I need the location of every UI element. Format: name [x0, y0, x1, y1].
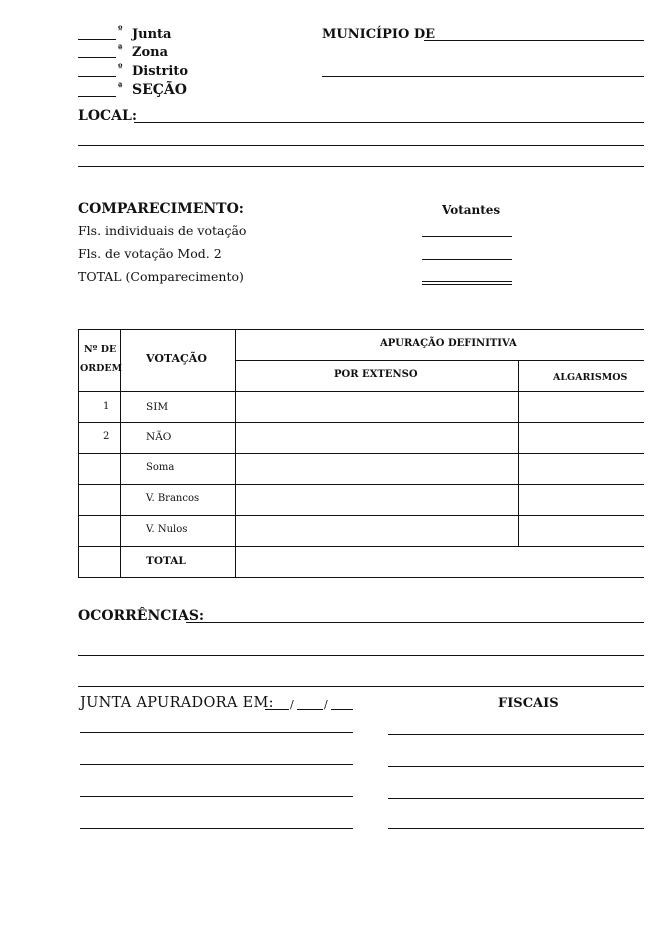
table-votacao-rule — [235, 329, 236, 577]
junta-signature-line[interactable] — [80, 828, 353, 829]
mod2-votantes-field[interactable] — [422, 259, 512, 260]
table-row-rule — [78, 484, 644, 485]
junta-apuradora-label: JUNTA APURADORA EM: — [80, 695, 274, 711]
cell-por-extenso-nao[interactable] — [237, 424, 516, 452]
table-algarismos-rule — [518, 360, 519, 546]
cell-algarismos-soma[interactable] — [520, 455, 644, 483]
comparecimento-section — [0, 190, 666, 300]
total-votantes-field[interactable] — [422, 281, 512, 282]
row-votacao-brancos: V. Brancos — [146, 493, 200, 504]
col-header-por-extenso: POR EXTENSO — [334, 369, 418, 380]
ocorrencias-label: OCORRÊNCIAS: — [78, 608, 205, 624]
fiscal-signature-line[interactable] — [388, 798, 644, 799]
fiscal-signature-line[interactable] — [388, 828, 644, 829]
row-ordem-nao: 2 — [103, 431, 110, 442]
local-field[interactable] — [134, 122, 644, 123]
date-separator-1: / — [290, 698, 294, 711]
row-votacao-nulos: V. Nulos — [146, 524, 188, 535]
date-day-field[interactable] — [265, 709, 289, 710]
ocorrencias-field-line-2[interactable] — [78, 655, 644, 656]
cell-total[interactable] — [237, 548, 644, 576]
table-row-rule — [78, 546, 644, 547]
comparecimento-row-individuais: Fls. individuais de votação — [78, 223, 247, 238]
municipio-field[interactable] — [424, 40, 644, 41]
date-separator-2: / — [324, 698, 328, 711]
fiscal-signature-line[interactable] — [388, 734, 644, 735]
table-header-bottom-rule — [78, 391, 644, 392]
cell-por-extenso-sim[interactable] — [237, 393, 516, 421]
distrito-label: Distrito — [132, 64, 188, 79]
table-bottom-rule — [78, 577, 644, 578]
cell-algarismos-nao[interactable] — [520, 424, 644, 452]
secao-ordinal: ª — [118, 82, 123, 92]
cell-algarismos-sim[interactable] — [520, 393, 644, 421]
cell-por-extenso-brancos[interactable] — [237, 486, 516, 514]
secao-label: SEÇÃO — [132, 82, 187, 98]
cell-por-extenso-nulos[interactable] — [237, 517, 516, 545]
cell-algarismos-brancos[interactable] — [520, 486, 644, 514]
junta-signature-line[interactable] — [80, 796, 353, 797]
ocorrencias-field-line-3[interactable] — [78, 686, 644, 687]
fiscais-label: FISCAIS — [498, 696, 559, 711]
table-row-rule — [78, 453, 644, 454]
zona-label: Zona — [132, 45, 169, 60]
row-ordem-sim: 1 — [103, 401, 110, 412]
table-ordem-rule — [120, 329, 121, 577]
comparecimento-row-total: TOTAL (Comparecimento) — [78, 269, 244, 284]
municipio-field-line-2[interactable] — [322, 76, 644, 77]
cell-por-extenso-soma[interactable] — [237, 455, 516, 483]
row-votacao-soma: Soma — [146, 462, 175, 473]
total-votantes-double-rule — [422, 284, 512, 285]
comparecimento-title: COMPARECIMENTO: — [78, 201, 244, 217]
col-header-algarismos: ALGARISMOS — [553, 372, 628, 383]
secao-number-field[interactable] — [78, 96, 116, 97]
junta-signature-line[interactable] — [80, 764, 353, 765]
row-votacao-total: TOTAL — [146, 555, 186, 567]
signature-section — [0, 690, 666, 840]
table-row-rule — [78, 422, 644, 423]
votantes-header: Votantes — [442, 203, 501, 217]
date-month-field[interactable] — [297, 709, 323, 710]
col-header-apuracao: APURAÇÃO DEFINITIVA — [380, 338, 517, 349]
local-field-line-3[interactable] — [78, 166, 644, 167]
comparecimento-row-mod2: Fls. de votação Mod. 2 — [78, 246, 222, 261]
ocorrencias-field[interactable] — [186, 622, 644, 623]
junta-label: Junta — [132, 27, 172, 42]
junta-ordinal: º — [118, 25, 123, 35]
date-year-field[interactable] — [331, 709, 353, 710]
col-header-ordem-line2: ORDEM — [80, 363, 123, 374]
cell-algarismos-nulos[interactable] — [520, 517, 644, 545]
ocorrencias-section — [0, 600, 666, 690]
row-votacao-nao: NÃO — [146, 431, 172, 443]
zona-ordinal: ª — [118, 44, 123, 54]
table-left-rule — [78, 329, 79, 577]
junta-number-field[interactable] — [78, 39, 116, 40]
table-row-rule — [78, 515, 644, 516]
col-header-votacao: VOTAÇÃO — [146, 352, 207, 365]
row-votacao-sim: SIM — [146, 401, 169, 413]
individuais-votantes-field[interactable] — [422, 236, 512, 237]
distrito-ordinal: º — [118, 63, 123, 73]
table-subheader-rule — [235, 360, 644, 361]
local-label: LOCAL: — [78, 108, 138, 124]
fiscal-signature-line[interactable] — [388, 766, 644, 767]
table-top-rule — [78, 329, 644, 330]
distrito-number-field[interactable] — [78, 76, 116, 77]
zona-number-field[interactable] — [78, 57, 116, 58]
header-section — [0, 0, 666, 180]
municipio-label: MUNICÍPIO DE — [322, 27, 436, 42]
col-header-ordem-line1: Nº DE — [84, 344, 117, 355]
local-field-line-2[interactable] — [78, 145, 644, 146]
junta-signature-line[interactable] — [80, 732, 353, 733]
